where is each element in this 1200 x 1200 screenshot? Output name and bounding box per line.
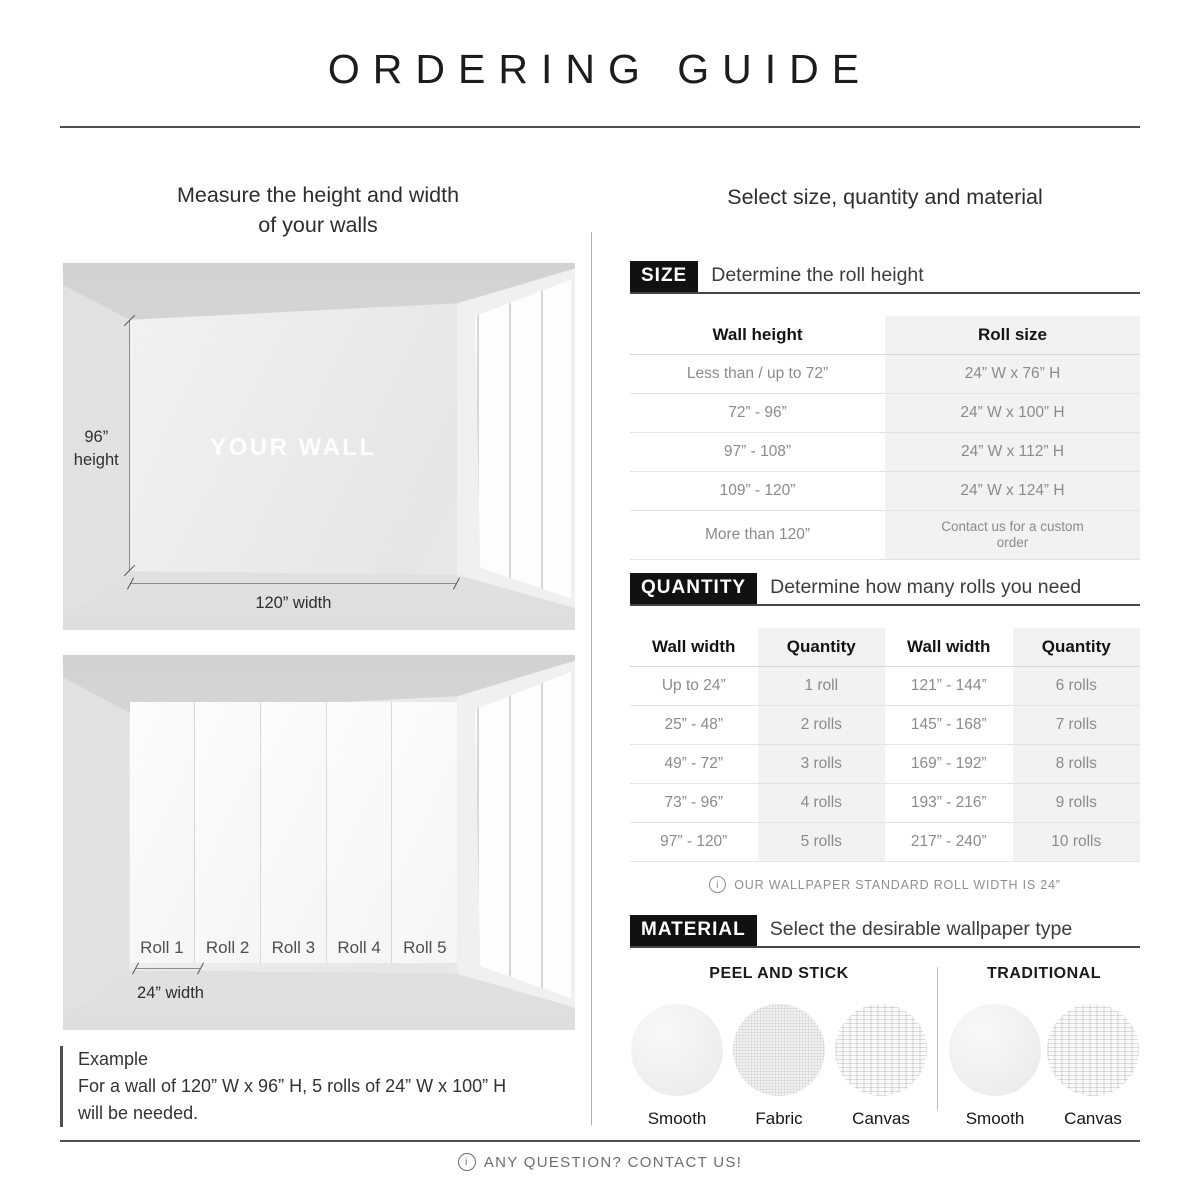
material-badge: MATERIAL: [630, 915, 757, 946]
size-section: [630, 261, 1140, 560]
footer-contact-text: ANY QUESTION? CONTACT US!: [483, 1153, 743, 1171]
example-note: [60, 1046, 576, 1127]
roll-width-measure-line: [135, 968, 202, 969]
peel-and-stick-title: PEEL AND STICK: [709, 965, 849, 982]
size-col-roll-size: Roll size: [885, 316, 1140, 355]
qty-cell: 193” - 216”: [885, 784, 1013, 823]
qty-cell: 2 rolls: [758, 706, 886, 745]
right-section-heading: Select size, quantity and material: [727, 185, 1043, 209]
roll-label: Roll 4: [337, 937, 381, 957]
page-title: ORDERING GUIDE: [327, 46, 873, 92]
example-line1: For a wall of 120” W x 96” H, 5 rolls of 24” W x 100” H: [78, 1076, 507, 1096]
roll-panel: [195, 702, 261, 963]
qty-cell: 7 rolls: [1013, 706, 1141, 745]
roll-width-note: [630, 876, 1140, 893]
column-divider-line: [591, 232, 592, 1125]
qty-cell: Up to 24”: [630, 667, 758, 706]
size-table-row: [630, 355, 1140, 394]
size-col-wall-height: Wall height: [630, 316, 885, 355]
quantity-table-row: [630, 745, 1140, 784]
qty-cell: 10 rolls: [1013, 823, 1141, 862]
peel-and-stick-items: [630, 1004, 928, 1129]
size-table-row: [630, 511, 1140, 560]
roll-width-note-text: OUR WALLPAPER STANDARD ROLL WIDTH IS 24”: [734, 877, 1061, 892]
material-subtitle: Select the desirable wallpaper type: [769, 918, 1073, 940]
material-section-header: [630, 915, 1140, 948]
roll-panel: [392, 702, 457, 963]
smooth-texture-swatch: [631, 1004, 723, 1096]
size-cell-roll: [885, 511, 1140, 560]
width-measure-line: [130, 583, 458, 584]
size-cell-roll: 24” W x 100” H: [885, 394, 1140, 433]
size-section-header: [630, 261, 1140, 294]
bottom-divider-line: [60, 1140, 1140, 1142]
traditional-group: [948, 965, 1140, 1129]
size-cell-roll: 24” W x 112” H: [885, 433, 1140, 472]
wall-height-value: 96”: [84, 428, 109, 447]
size-table-header-row: [630, 316, 1140, 355]
smooth-texture-swatch: [949, 1004, 1041, 1096]
info-icon: i: [709, 876, 726, 893]
material-option-smooth: [630, 1004, 724, 1129]
peel-and-stick-group: [630, 965, 928, 1129]
wall-height-label: [63, 426, 130, 472]
your-wall-label: YOUR WALL: [210, 433, 377, 461]
material-options: [630, 965, 1140, 1155]
material-group-divider: [937, 967, 938, 1110]
roll-panel: [261, 702, 327, 963]
left-heading-line1: Measure the height and width: [176, 183, 460, 207]
size-cell-roll: 24” W x 76” H: [885, 355, 1140, 394]
qty-cell: 121” - 144”: [885, 667, 1013, 706]
quantity-table-row: [630, 706, 1140, 745]
canvas-texture-swatch: [835, 1004, 927, 1096]
qty-cell: 4 rolls: [758, 784, 886, 823]
qty-cell: 1 roll: [758, 667, 886, 706]
top-divider-line: [60, 126, 1140, 128]
qty-cell: 169” - 192”: [885, 745, 1013, 784]
room-illustration-rolls: [63, 655, 575, 1030]
roll-panel: [327, 702, 393, 963]
size-table-row: [630, 394, 1140, 433]
size-cell-roll: 24” W x 124” H: [885, 472, 1140, 511]
qty-cell: 8 rolls: [1013, 745, 1141, 784]
size-table: [630, 316, 1140, 560]
roll-label: Roll 5: [403, 937, 447, 957]
qty-col-wall-width-1: Wall width: [630, 628, 758, 667]
left-section-heading: [60, 180, 576, 240]
size-table-row: [630, 472, 1140, 511]
qty-col-quantity-1: Quantity: [758, 628, 886, 667]
qty-cell: 6 rolls: [1013, 667, 1141, 706]
qty-cell: 73” - 96”: [630, 784, 758, 823]
material-label: Canvas: [1064, 1109, 1122, 1128]
quantity-table-row: [630, 667, 1140, 706]
example-heading: Example: [78, 1049, 149, 1069]
roll-width-label: 24” width: [137, 983, 204, 1002]
roll-panel: [130, 702, 196, 963]
size-subtitle: Determine the roll height: [711, 264, 924, 286]
quantity-subtitle: Determine how many rolls you need: [770, 576, 1082, 598]
qty-cell: 145” - 168”: [885, 706, 1013, 745]
material-label: Canvas: [852, 1109, 910, 1128]
quantity-table-row: [630, 823, 1140, 862]
custom-order-note: Contact us for a custom order: [941, 518, 1084, 550]
material-label: Smooth: [647, 1109, 707, 1128]
size-badge: SIZE: [630, 261, 698, 292]
footer-contact: [0, 1153, 1200, 1171]
canvas-texture-swatch: [1047, 1004, 1139, 1096]
qty-cell: 9 rolls: [1013, 784, 1141, 823]
size-cell-wall: More than 120”: [630, 511, 885, 560]
qty-cell: 217” - 240”: [885, 823, 1013, 862]
material-option-smooth: [948, 1004, 1042, 1129]
room-illustration-measure: [63, 263, 575, 630]
roll-label: Roll 2: [205, 937, 250, 957]
quantity-table-header-row: [630, 628, 1140, 667]
size-cell-wall: 72” - 96”: [630, 394, 885, 433]
wall-width-label: 120” width: [255, 594, 332, 613]
wallpaper-roll-panels: [130, 702, 458, 963]
qty-cell: 97” - 120”: [630, 823, 758, 862]
qty-cell: 3 rolls: [758, 745, 886, 784]
material-label: Fabric: [755, 1109, 803, 1128]
material-label: Smooth: [965, 1109, 1025, 1128]
quantity-section-header: [630, 573, 1140, 606]
roll-label: Roll 3: [271, 937, 316, 957]
quantity-badge: QUANTITY: [630, 573, 757, 604]
roll-label: Roll 1: [140, 937, 184, 957]
qty-cell: 49” - 72”: [630, 745, 758, 784]
fabric-texture-swatch: [733, 1004, 825, 1096]
left-heading-line2: of your walls: [258, 213, 378, 237]
traditional-title: TRADITIONAL: [987, 965, 1101, 982]
material-option-canvas: [1046, 1004, 1140, 1129]
quantity-section: [630, 573, 1140, 893]
traditional-items: [948, 1004, 1140, 1129]
qty-col-wall-width-2: Wall width: [885, 628, 1013, 667]
qty-cell: 25” - 48”: [630, 706, 758, 745]
quantity-table-row: [630, 784, 1140, 823]
quantity-table: [630, 628, 1140, 862]
wall-height-word: height: [73, 451, 119, 470]
example-line2: will be needed.: [78, 1103, 199, 1123]
size-cell-wall: Less than / up to 72”: [630, 355, 885, 394]
material-option-canvas: [834, 1004, 928, 1129]
qty-col-quantity-2: Quantity: [1013, 628, 1141, 667]
qty-cell: 5 rolls: [758, 823, 886, 862]
material-section: [630, 915, 1140, 1155]
material-option-fabric: [732, 1004, 826, 1129]
size-table-row: [630, 433, 1140, 472]
size-cell-wall: 97” - 108”: [630, 433, 885, 472]
size-cell-wall: 109” - 120”: [630, 472, 885, 511]
info-icon: i: [458, 1153, 476, 1171]
